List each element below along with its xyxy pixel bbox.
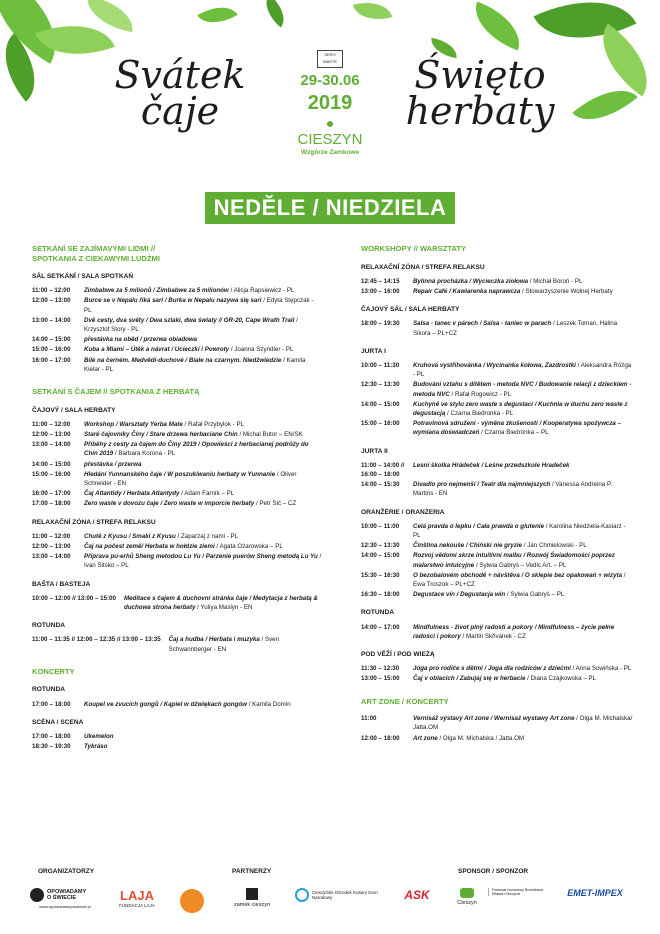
event-host: / Krzysztof Story - PL — [84, 316, 298, 334]
event-host: / Alicja Rapsiewicz - PL — [228, 287, 295, 295]
event-host: / Czarna Biedronka – PL — [479, 429, 549, 437]
logo-ask: ASK — [404, 888, 430, 902]
venue-title: SCÉNA / SCENA — [32, 718, 84, 726]
schedule-row — [32, 440, 322, 458]
schedule-time: 13:00 – 14:00 — [32, 553, 71, 561]
event-dates: 29-30.06 — [300, 72, 360, 89]
schedule-desc — [84, 335, 322, 344]
schedule-list — [32, 286, 322, 374]
event-host: / Agata Ożarowska – PL — [214, 542, 283, 550]
schedule-desc — [413, 664, 633, 673]
schedule-desc — [413, 571, 633, 589]
schedule-row — [361, 287, 633, 296]
schedule-time: 15:00 – 16:00 — [361, 420, 400, 428]
event-host: / Petr Sič – CZ — [254, 500, 297, 508]
day-banner: NEDĚLE / NIEDZIELA — [205, 192, 455, 224]
schedule-row — [32, 286, 322, 295]
title-polish-line1: Święto — [414, 53, 546, 97]
venue-title: ROTUNDA — [32, 622, 65, 630]
section-title: ART ZONE / KONCERTY — [361, 696, 449, 706]
schedule-row — [361, 277, 633, 286]
schedule-time: 15:00 – 16:00 — [32, 346, 71, 354]
schedule-list — [361, 461, 633, 499]
schedule-row — [32, 532, 322, 541]
schedule-desc — [413, 541, 633, 550]
schedule-desc — [413, 714, 633, 732]
schedule-time: 12:30 – 13:30 — [361, 542, 400, 550]
schedule-row — [361, 361, 633, 379]
cok-icon — [295, 888, 309, 902]
logo-patronat: Patronat honorowy Burmistrza Miasta Cieszyna — [488, 888, 546, 896]
logo-zamek-text: zamek cieszyn — [233, 902, 271, 908]
schedule-desc — [84, 430, 322, 439]
event-host: / Olga M. Michalska/ Jatta.OM — [413, 715, 633, 732]
event-host: / Kamila Kielar - PL — [84, 356, 306, 373]
event-host: / Sylwia Gabryś – Vedic Art. – PL — [474, 561, 567, 569]
schedule-desc — [413, 480, 633, 498]
schedule-row — [361, 674, 633, 683]
event-title: O bezobalovém obchodě + návštěva / O sklepie bez opakowań + wizyta — [413, 571, 623, 579]
schedule-time: 13:00 – 15:00 — [361, 675, 400, 683]
event-title: Dvě cesty, dva světy / Dwa szlaki, dwa światy // GR-20, Cape Wrath Trail — [84, 316, 295, 324]
schedule-row — [361, 664, 633, 673]
event-title: Mindfulness - život plný radosti a pokory / Mindfulness – życie pełne radości i pokory — [413, 623, 615, 640]
schedule-desc — [84, 460, 322, 469]
section-title: SETKÁNÍ S ČAJEM // SPOTKANIA Z HERBATĄ — [32, 387, 200, 397]
schedule-desc — [84, 552, 322, 570]
event-host: / Olga M. Michalska / Jatta.OM — [437, 734, 525, 742]
event-host: / Anna Sowińska - PL — [570, 665, 632, 673]
event-title: Chutě z Kyusu / Smaki z Kyusu — [84, 532, 176, 540]
logo-laja-sub: FUNDACJA LAJA — [119, 903, 155, 908]
schedule-row — [32, 430, 322, 439]
event-title: Příběhy z cesty za čajem do Číny 2019 / Opowieści z herbacianej podróży do Chin 2019 — [84, 441, 309, 458]
event-host: / Zaparzaj z nami - PL — [175, 532, 239, 540]
schedule-time: 18:00 – 19:30 — [361, 320, 400, 328]
schedule-desc — [84, 489, 322, 498]
schedule-list — [361, 277, 633, 296]
schedule-desc — [84, 345, 322, 354]
venue-title: RELAXAČNÍ ZÓNA / STREFA RELAKSU — [361, 263, 485, 271]
event-title: Kuchyně ve stylu zero waste s degustací / Kuchnia w duchu zero waste z degustacją — [413, 400, 628, 417]
schedule-time: 11:00 – 11:35 // 12:00 – 12:35 // 13:00 – 13:35 — [32, 636, 161, 644]
venue-title: ČAJOVÝ SÁL / SALA HERBATY — [361, 306, 460, 314]
schedule-time: 16:00 – 17:00 — [32, 490, 71, 498]
event-title: Art zone — [413, 734, 438, 742]
schedule-list — [361, 714, 633, 743]
schedule-time: 13:00 – 16:00 — [361, 287, 400, 295]
logo-cieszyn — [452, 888, 482, 906]
event-title: Workshop / Warsztaty Yerba Mate — [84, 420, 183, 428]
venue-title: ČAJOVÝ / SALA HERBATY — [32, 406, 116, 414]
event-host: / Stowarzyszenie Wolnej Herbaty — [520, 287, 613, 295]
event-title: Budování vztahu s dítětem - metoda NVC / Budowanie relacji z dzieckiem - metoda NVC — [413, 381, 632, 398]
schedule-row — [361, 590, 633, 599]
venue-title: JURTA I — [361, 347, 386, 355]
event-host: / Kamila Domin — [246, 700, 291, 708]
schedule-time: 17:00 – 18:00 — [32, 700, 71, 708]
schedule-time: 15:00 – 16:00 — [32, 470, 71, 478]
event-title: Zimbabwe za 5 milionů / Zimbabwe za 5 milionów — [84, 287, 229, 295]
schedule-desc — [84, 316, 322, 334]
event-title: Tykráso — [84, 743, 108, 751]
event-host: / Sven Schwannberger - EN — [168, 636, 280, 653]
schedule-desc — [413, 734, 633, 743]
schedule-time: 12:00 – 13:00 — [32, 542, 71, 550]
schedule-list — [361, 361, 633, 438]
schedule-desc — [413, 419, 633, 437]
event-host: / Joanna Szyndler - PL — [229, 346, 294, 354]
event-host: / Ivan Sitsko – PL — [84, 553, 322, 570]
schedule-row — [361, 380, 633, 398]
schedule-row — [32, 700, 322, 709]
event-host: / Ewa Troszok – PL+CZ — [413, 571, 626, 588]
schedule-desc — [413, 461, 633, 479]
venue-title: RELAXAČNÍ ZÓNA / STREFA RELAKSU — [32, 518, 156, 526]
schedule-row — [32, 356, 322, 374]
schedule-desc — [413, 522, 633, 540]
logo-laja — [112, 888, 162, 908]
schedule-row — [32, 635, 322, 653]
sponsor-heading: SPONSOR / SPONZOR — [458, 868, 529, 875]
event-title: Staré čajovníky Číny / Stare drzewa herbaciane Chin — [84, 430, 238, 438]
schedule-row — [32, 732, 322, 741]
venue-title: ROTUNDA — [361, 609, 394, 617]
event-title: Ukemelon — [84, 732, 114, 740]
schedule-row — [361, 541, 633, 550]
title-czech-line1: Svátek — [114, 53, 246, 97]
schedule-desc — [84, 470, 322, 488]
schedule-time: 14:00 – 17:00 — [361, 623, 400, 631]
schedule-row — [361, 461, 633, 479]
schedule-list — [361, 664, 633, 683]
venue-title: ORANŽÉRIE / ORANŻERIA — [361, 508, 445, 516]
section-title: SETKÁNÍ SE ZAJÍMAVÝMI LIDMI // — [32, 244, 156, 253]
schedule-row — [32, 296, 322, 314]
schedule-row — [32, 542, 322, 551]
schedule-row — [32, 499, 322, 508]
logo-emet: EMET-IMPEX — [567, 888, 623, 898]
schedule-desc — [84, 286, 322, 295]
schedule-time: 18:30 – 19:30 — [32, 743, 71, 751]
schedule-time: 17:00 – 18:00 — [32, 732, 71, 740]
event-host: / Diana Czajkowska – PL — [525, 675, 596, 683]
schedule-desc — [413, 287, 633, 296]
schedule-time: 12:00 – 13:00 — [32, 430, 71, 438]
section-title: KONCERTY — [32, 666, 75, 676]
schedule-row — [361, 734, 633, 743]
logo-cok-text: Cieszyński Ośrodek Kultury Dom Narodowy — [312, 890, 378, 900]
schedule-row — [361, 623, 633, 641]
schedule-time: 14:00 – 15:00 — [32, 336, 71, 344]
schedule-desc — [84, 700, 322, 709]
schedule-desc — [124, 594, 322, 612]
schedule-time: 10:00 – 12:00 // 13:00 – 15:00 — [32, 594, 116, 602]
logo-laja-text: LAJA — [120, 888, 154, 903]
event-host: / Jan Chmielowski - PL — [522, 542, 587, 550]
event-title: Příprava pu-erhů Sheng metodou Lu Yu / Parzenie puerów Sheng metodą Lu Yu — [84, 553, 318, 561]
schedule-row — [361, 480, 633, 498]
leaf-decoration — [258, 0, 293, 28]
title-polish — [395, 53, 565, 133]
leaf-decoration — [353, 0, 393, 26]
title-czech — [95, 53, 265, 133]
schedule-desc — [84, 499, 322, 508]
leaf-decoration — [197, 0, 237, 32]
schedule-row — [32, 552, 322, 570]
schedule-time: 14:00 – 15:00 — [361, 552, 400, 560]
event-title: Lesní školka Hrádeček / Leśne przedszkole Hradeček — [413, 461, 570, 469]
schedule-desc — [84, 296, 322, 314]
venue-title: JURTA II — [361, 447, 388, 455]
schedule-row — [361, 551, 633, 569]
schedule-time: 12:30 – 13:30 — [361, 381, 400, 389]
event-title: Čaj a hudba / Herbata i muzyka — [168, 636, 260, 644]
schedule-desc — [84, 542, 322, 551]
event-title: Jóga pro rodiče s dětmi / Joga dla rodziców z dziećmi — [413, 665, 571, 673]
event-title: přestávka / przerwa — [84, 460, 142, 468]
event-title: Potravinová sdružení - výměna zkušeností / Kooperatywa spożywcza – wymiana doświadczeń — [413, 420, 622, 437]
organizers-heading: ORGANIZATORZY — [38, 868, 95, 875]
schedule-desc — [413, 590, 633, 599]
schedule-time: 14:00 – 15:30 — [361, 481, 400, 489]
zamek-icon — [246, 888, 258, 900]
event-title: přestávka na oběd / przerwa obiadowa — [84, 336, 198, 344]
event-host: / Rafał Rogowicz - PL — [449, 390, 512, 398]
venue-title: SÁL SETKÁNÍ / SALA SPOTKAŃ — [32, 273, 134, 280]
schedule-list — [32, 635, 322, 653]
schedule-desc — [413, 551, 633, 569]
event-title: Zero waste v dovozu čaje / Zero waste w imporcie herbaty — [84, 500, 255, 508]
schedule-time: 11:00 – 14:00 // 16:00 – 18:00 — [361, 461, 405, 478]
schedule-desc — [413, 277, 633, 286]
schedule-desc — [413, 361, 633, 379]
schedule-desc — [84, 440, 322, 458]
event-title: Čaj v oblacích / Zabujaj się w herbacie — [413, 675, 526, 683]
schedule-desc — [413, 623, 633, 641]
venue-title: POD VĚŽÍ / POD WIEŻĄ — [361, 651, 435, 658]
partners-heading: PARTNERZY — [232, 868, 272, 875]
event-title: Hledání Yunnanského čaje / W poszukiwaniu herbaty w Yunnanie — [84, 470, 276, 478]
section-title: WORKSHOPY // WARSZTATY — [361, 244, 467, 253]
section-title: SPOTKANIA Z CIEKAWYMI LUDŹMI — [32, 253, 160, 263]
event-host: / Michał Boroń - PL — [528, 277, 583, 285]
schedule-row — [32, 345, 322, 354]
logo-opowiadamy-text: OPOWIADAMY O ŚWIECIE — [47, 889, 87, 901]
schedule-time: 11:00 – 12:00 — [32, 420, 71, 428]
logo-zamek — [232, 888, 272, 908]
schedule-time: 12:00 – 18:00 — [361, 734, 400, 742]
dot-separator — [327, 121, 333, 127]
schedule-row — [32, 316, 322, 334]
schedule-list — [32, 700, 322, 709]
schedule-row — [361, 319, 633, 337]
event-year: 2019 — [307, 92, 353, 114]
schedule-row — [361, 714, 633, 732]
schedule-list — [32, 732, 322, 751]
schedule-desc — [84, 742, 322, 751]
event-host: / Yuliya Maslyn - EN — [195, 603, 253, 611]
logo-opowiadamy-url: www.opowiadamyoswiecie.pl — [39, 904, 91, 909]
event-host: / Michal Butor – EN/SK — [237, 430, 303, 438]
event-title: Salsa - tanec v párech / Salsa - taniec w parach — [413, 320, 552, 328]
event-title: Vernisáž výstavy Art zone / Wernisaż wystawy Art zone — [413, 715, 575, 723]
schedule-list — [361, 522, 633, 600]
event-host: / Vanessa Andreina P. Martins - EN — [413, 481, 612, 498]
schedule-time: 16:00 – 17:00 — [32, 356, 71, 364]
event-host: / Oliver Schneider - EN — [84, 470, 297, 487]
schedule-list — [361, 319, 633, 337]
event-host: / Leszek Toman, Halina Sikora – PL+CZ — [413, 320, 618, 337]
schedule-time: 14:00 – 15:00 — [32, 460, 71, 468]
event-host: / Martin Skřivánek - CZ — [460, 632, 526, 640]
schedule-list — [32, 594, 322, 612]
schedule-row — [32, 460, 322, 469]
schedule-desc — [84, 420, 322, 429]
logo-cieszyn-text: Cieszyn — [457, 900, 477, 906]
event-host: / Czarna Biedronka - PL — [445, 409, 514, 417]
globe-icon — [30, 888, 44, 902]
schedule-time: 12:00 – 13:00 — [32, 297, 71, 305]
schedule-row — [361, 419, 633, 437]
schedule-desc — [84, 356, 322, 374]
schedule-row — [361, 522, 633, 540]
event-host: / Sylwia Gabryś – PL — [505, 591, 565, 599]
schedule-row — [361, 571, 633, 589]
event-city: CIESZYN — [297, 131, 363, 148]
schedule-time: 15:30 – 16:30 — [361, 571, 400, 579]
event-host: / Adam Farník – PL — [179, 490, 235, 498]
event-title: Čínština nekouše / Chiński nie gryzie — [413, 542, 522, 550]
schedule-desc — [413, 380, 633, 398]
title-polish-line2: herbaty — [405, 89, 555, 133]
schedule-row — [32, 420, 322, 429]
event-host: / Barbara Korona - PL — [113, 450, 176, 458]
schedule-row — [32, 335, 322, 344]
venue-title: BAŠTA / BASTEJA — [32, 580, 91, 588]
logo-cok — [295, 888, 385, 902]
title-czech-line2: čaje — [140, 89, 220, 133]
schedule-list — [32, 420, 322, 509]
schedule-time: 11:30 – 12:30 — [361, 665, 400, 673]
schedule-row — [32, 594, 322, 612]
schedule-time: 11:00 – 12:00 — [32, 532, 71, 540]
event-title: Divadlo pro nejmenší / Teatr dla najmniejszych — [413, 481, 551, 489]
schedule-time: 11:00 – 12:00 — [32, 287, 71, 295]
event-title: Degustace vín / Degustacja win — [413, 591, 506, 599]
schedule-desc — [413, 674, 633, 683]
cieszyn-icon — [460, 888, 474, 898]
schedule-time: 10:00 – 11:30 — [361, 361, 400, 369]
event-title: Koupel ve zvucích gongů / Kąpiel w dźwiękach gongów — [84, 700, 247, 708]
event-host: / Edyta Stępczak - PL — [84, 297, 314, 314]
event-title: Celá pravda o lepku / Cała prawda o glutenie — [413, 522, 545, 530]
zero-waste-badge: ZERO WASTE — [317, 50, 343, 68]
schedule-desc — [84, 532, 322, 541]
right-column — [361, 244, 633, 744]
leaf-decoration — [466, 2, 529, 51]
event-title: Meditace s čajem & duchovní stránka čaje / Medytacja z herbatą & duchowa strona herbaty — [123, 594, 318, 611]
schedule-desc — [413, 319, 633, 337]
event-title: Burce se v Nepálu říká sari / Burka w Nepalu nazywa się sari — [84, 297, 262, 305]
event-title: Kruhová vystřihovánka / Wycinanka kołowa, Zazdrostki — [413, 361, 576, 369]
schedule-time: 14:00 – 15:00 — [361, 400, 400, 408]
schedule-list — [361, 623, 633, 641]
schedule-time: 13:00 – 14:00 — [32, 441, 71, 449]
schedule-list — [32, 532, 322, 571]
event-title: Bílé na černém. Medvědí-duchové / Białe na czarnym. Niedźwiedzie — [84, 356, 282, 364]
schedule-row — [32, 489, 322, 498]
schedule-desc — [413, 400, 633, 418]
event-title: Čaj Atlantidy / Herbata Atlantydy — [84, 490, 180, 498]
event-venue: Wzgórze Zamkowe — [300, 149, 360, 156]
event-title: Čaj na počest země/ Herbata w hołdzie ziemi — [84, 542, 215, 550]
logo-opowiadamy — [30, 888, 100, 909]
schedule-time: 13:00 – 14:00 — [32, 316, 71, 324]
event-title: Kuba a Miami – Útěk a návrat / Ucieczki i Powroty — [84, 346, 230, 354]
left-column — [32, 244, 322, 752]
event-host: / Rafał Przybylok - PL — [182, 420, 245, 428]
event-title: Rozvoj vědomí skrze intuitivní malbu / Rozwój Świadomości poprzez malarstwo intuicyjne — [413, 552, 615, 569]
event-host: / Aleksandra Różga - PL — [413, 361, 632, 379]
logo-circle — [180, 889, 204, 913]
event-title: Bylinná procházka / Wycieczka ziołowa — [413, 277, 529, 285]
schedule-row — [32, 742, 322, 751]
schedule-row — [361, 400, 633, 418]
schedule-time: 10:00 – 11:00 — [361, 522, 400, 530]
schedule-time: 17:00 – 18:00 — [32, 500, 71, 508]
schedule-time: 16:30 – 18:00 — [361, 591, 400, 599]
venue-title: ROTUNDA — [32, 686, 65, 694]
schedule-desc — [169, 635, 322, 653]
schedule-time: 11:00 — [361, 715, 377, 723]
schedule-row — [32, 470, 322, 488]
schedule-time: 12:45 – 14:15 — [361, 277, 400, 285]
event-title: Repair Café / Kawiarenka naprawcza — [413, 287, 521, 295]
schedule-desc — [84, 732, 322, 741]
event-host: / Karolina Niedziela-Kasiarz - PL — [413, 522, 626, 539]
